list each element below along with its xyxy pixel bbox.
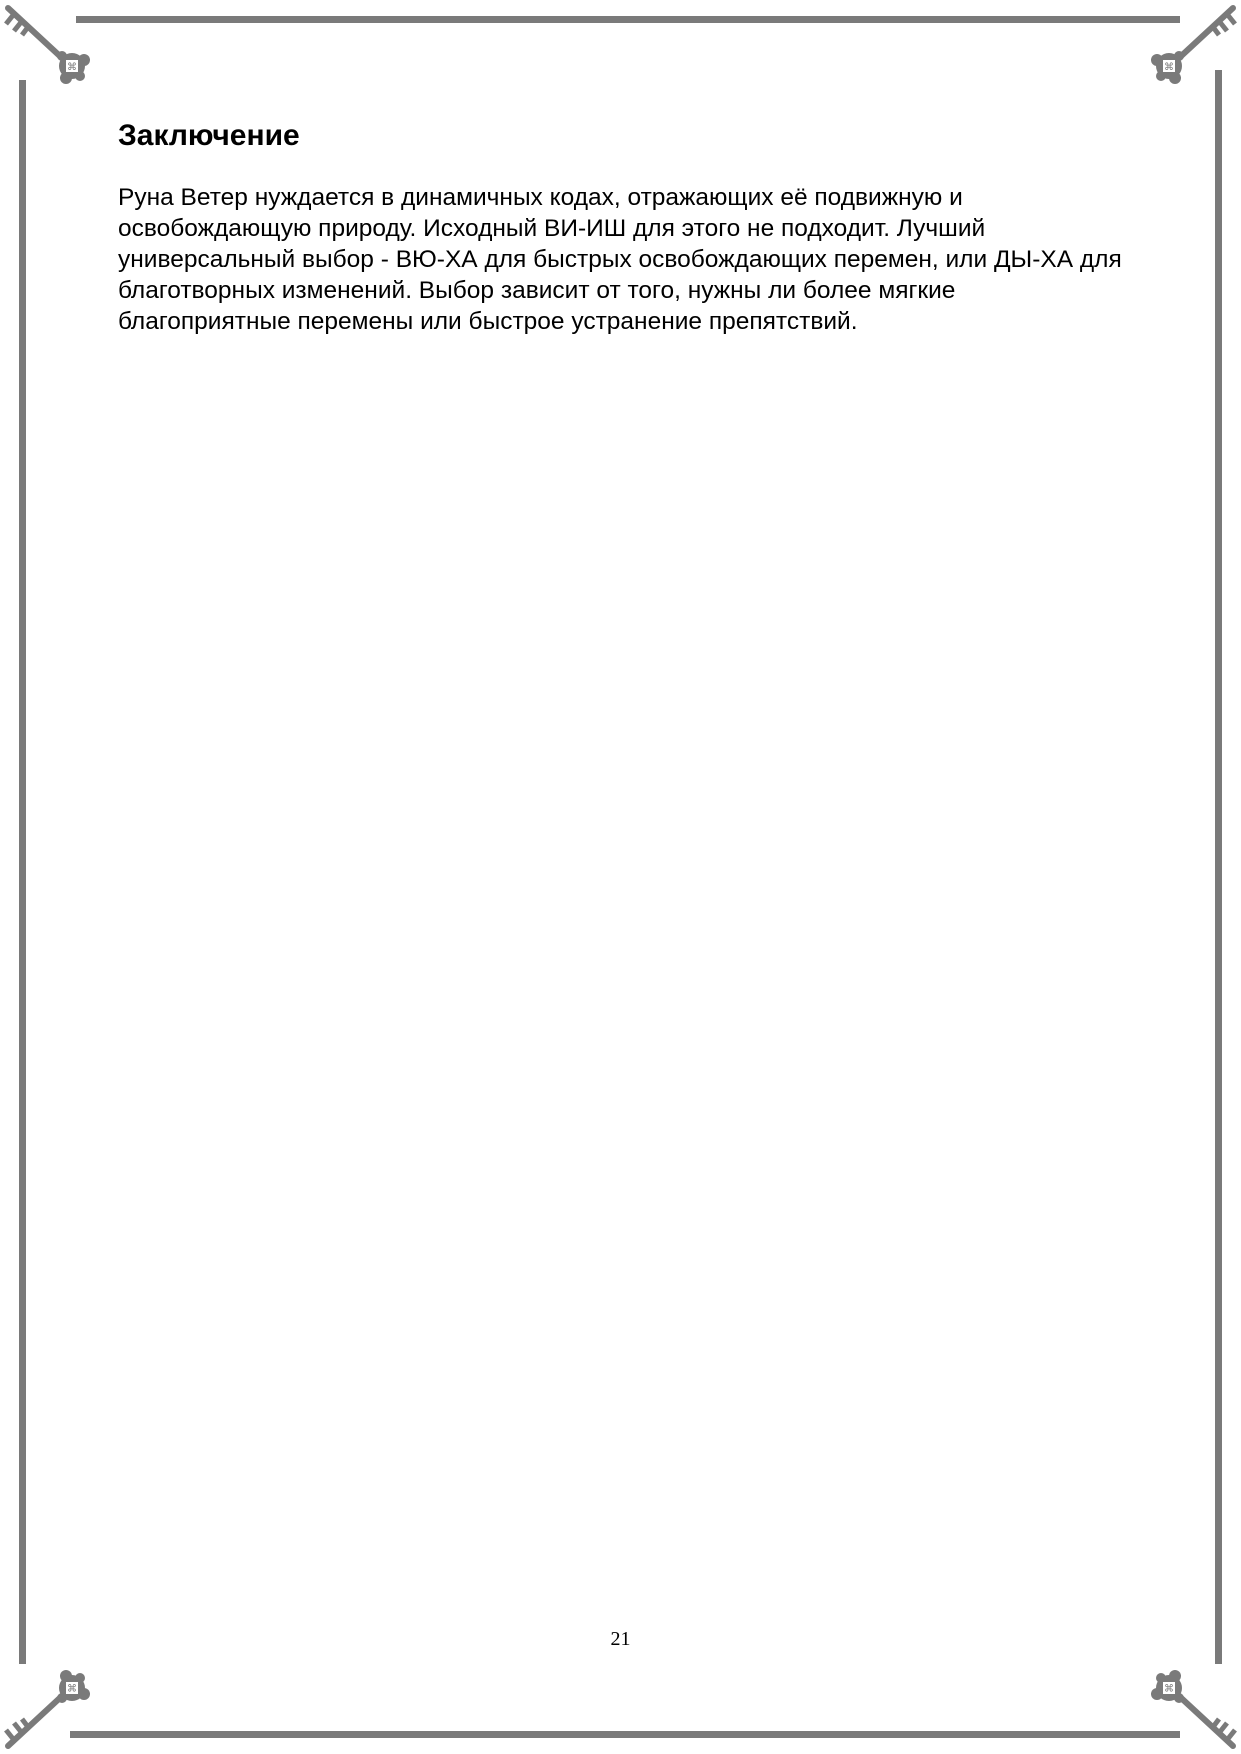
page-content <box>118 118 1128 337</box>
page-number: 21 <box>610 1628 631 1650</box>
svg-text:⌘: ⌘ <box>1164 1681 1174 1692</box>
frame-border-left <box>19 80 26 1664</box>
svg-text:⌘: ⌘ <box>67 1681 77 1692</box>
svg-text:⌘: ⌘ <box>67 62 77 73</box>
frame-border-bottom <box>70 1731 1180 1738</box>
corner-key-icon-top-right <box>1131 0 1241 110</box>
frame-border-top <box>76 16 1180 23</box>
section-heading: Заключение <box>118 119 300 152</box>
corner-key-icon-bottom-left <box>0 1644 110 1754</box>
svg-text:⌘: ⌘ <box>1164 62 1174 73</box>
corner-key-icon-top-left <box>0 0 110 110</box>
corner-key-icon-bottom-right <box>1131 1644 1241 1754</box>
frame-border-right <box>1215 70 1222 1664</box>
body-paragraph: Руна Ветер нуждается в динамичных кодах, отражающих её подвижную и освобождающую природу. Исходный ВИ-ИШ для этого не подходит. Лучший универсальный выбор - ВЮ-ХА для быстрых освобождающих перемен, или ДЫ-ХА для благотворных изменений. Выбор зависит от того, нужны ли более мягкие благоприятные перемены или быстрое устранение препятствий. <box>118 184 1122 335</box>
